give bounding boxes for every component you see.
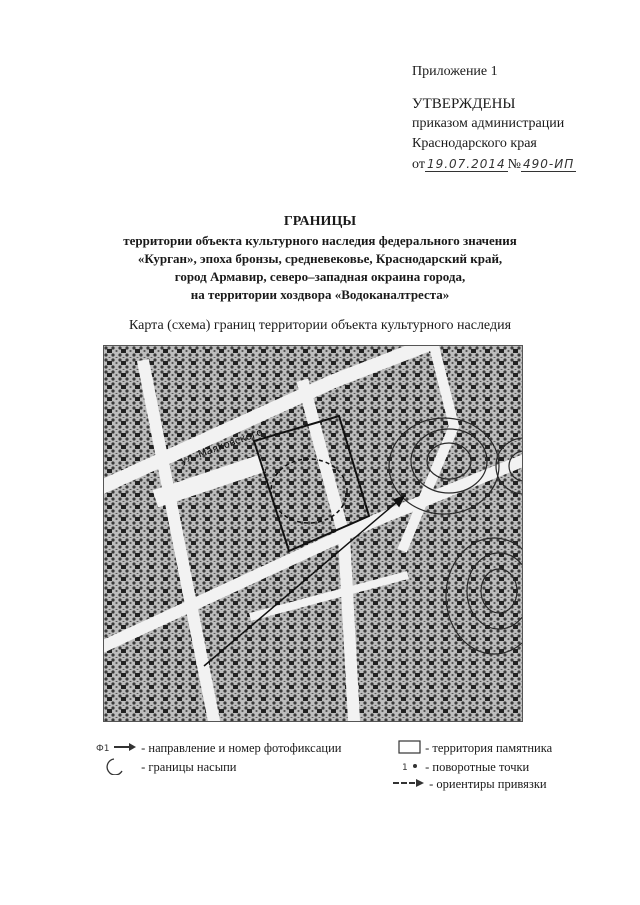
- document-title: [0, 213, 640, 304]
- mound-boundary-label: - границы насыпи: [141, 759, 237, 774]
- approval-line-1: приказом администрации: [412, 116, 565, 131]
- turning-points-label: - поворотные точки: [425, 760, 530, 774]
- handwritten-date: 19.07.2014: [426, 157, 506, 171]
- title-main: ГРАНИЦЫ: [283, 214, 357, 229]
- legend-reference-landmarks: [392, 776, 547, 793]
- turning-point-icon: [400, 760, 422, 776]
- street-label: ул. Маяковского: [179, 426, 265, 467]
- number-sign: №: [507, 157, 522, 172]
- map-caption: Карта (схема) границ территории объекта культурного наследия: [128, 318, 512, 333]
- svg-text:Ф1: Ф1: [96, 744, 110, 754]
- approval-line-2: Краснодарского края: [412, 136, 537, 151]
- legend-monument-territory: [398, 740, 552, 758]
- photo-direction-icon: [96, 741, 138, 757]
- mound-boundary-icon: [100, 757, 138, 779]
- monument-territory-label: - территория памятника: [425, 741, 553, 755]
- approval-block: [412, 62, 576, 175]
- svg-text:1: 1: [402, 763, 408, 773]
- legend-mound-boundary: [100, 757, 237, 779]
- approved-heading: УТВЕРЖДЕНЫ: [412, 96, 516, 112]
- title-line-1: территории объекта культурного наследия федерального значения: [123, 233, 517, 248]
- photo-direction-label: - направление и номер фотофиксации: [141, 741, 342, 755]
- boundary-map: [103, 345, 523, 722]
- date-prefix: от: [412, 157, 425, 172]
- annex-label: Приложение 1: [412, 64, 498, 79]
- reference-arrow-icon: [392, 777, 426, 793]
- legend-turning-points: [400, 759, 529, 776]
- legend-photo-direction: [96, 740, 342, 757]
- territory-square-icon: [398, 740, 422, 758]
- title-line-3: город Армавир, северо–западная окраина города,: [174, 269, 466, 284]
- title-line-4: на территории хоздвора «Водоканалтреста»: [190, 287, 450, 302]
- reference-landmarks-label: - ориентиры привязки: [429, 777, 547, 791]
- title-line-2: «Курган», эпоха бронзы, средневековье, Краснодарский край,: [137, 251, 503, 266]
- map-drawing: [104, 346, 522, 721]
- approval-date-line: [412, 154, 576, 175]
- handwritten-number: 490-ИП: [523, 157, 575, 171]
